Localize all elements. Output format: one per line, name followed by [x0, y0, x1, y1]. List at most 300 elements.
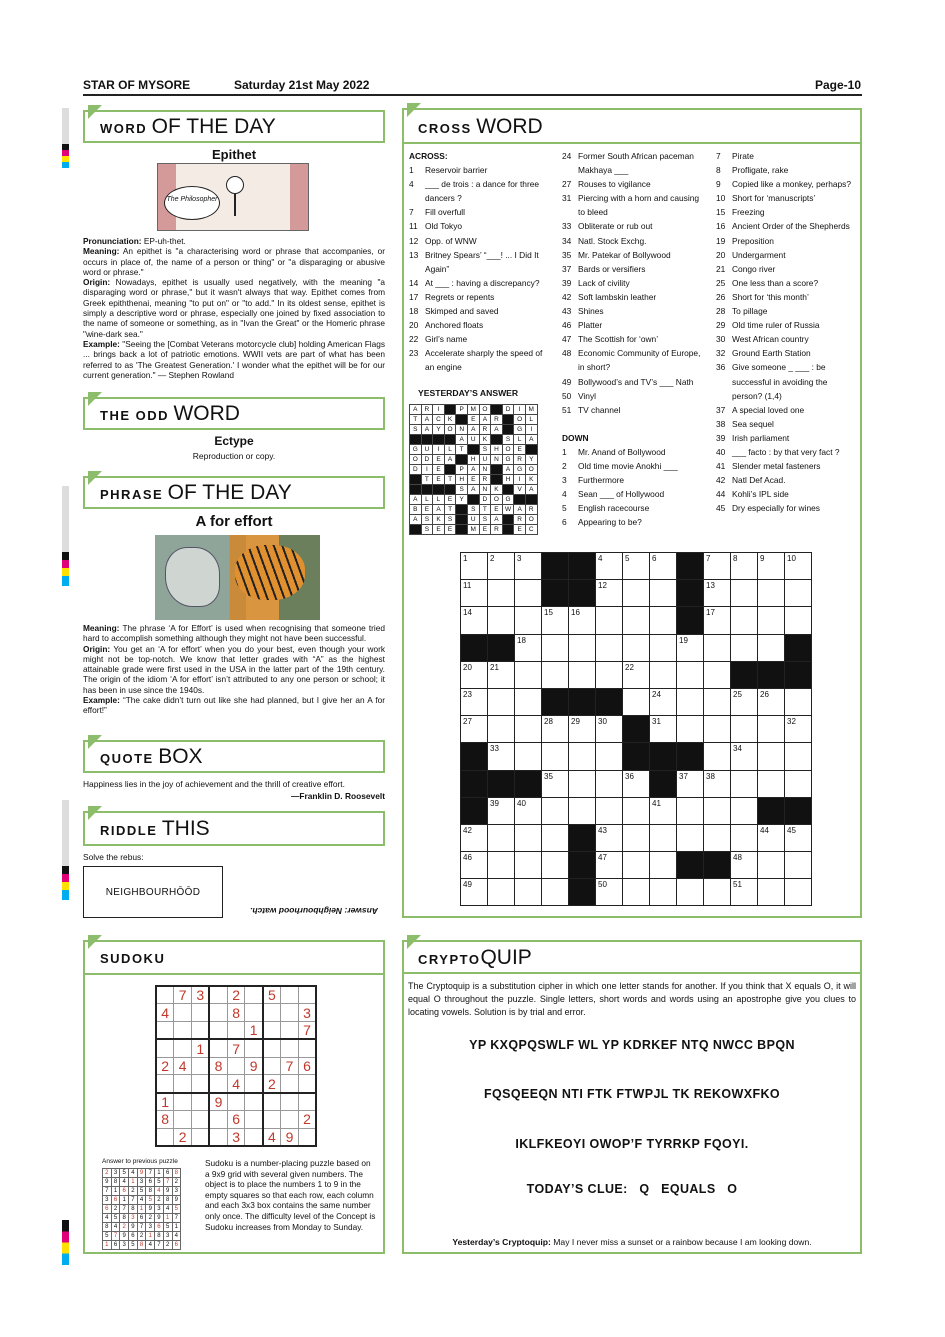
crossword-cell[interactable]	[596, 879, 623, 906]
answer-row	[103, 1223, 181, 1232]
clue-number: 51	[733, 880, 742, 890]
clue-number: 28	[544, 717, 553, 727]
crossword-cell[interactable]	[785, 824, 812, 851]
crossword-cell[interactable]	[542, 879, 569, 906]
crossword-cell[interactable]	[461, 553, 488, 580]
black-cell	[650, 743, 677, 770]
clue-number: 4	[409, 179, 414, 190]
crossword-cell[interactable]	[515, 824, 542, 851]
crossword-cell[interactable]	[596, 743, 623, 770]
crossword-cell[interactable]	[731, 688, 758, 715]
answer-cell: 6	[137, 1214, 146, 1223]
sudoku-cell[interactable]	[174, 1111, 192, 1129]
crossword-cell[interactable]	[623, 661, 650, 688]
sudoku-cell[interactable]: 2	[156, 1057, 174, 1075]
crossword-cell[interactable]	[488, 879, 515, 906]
crossword-cell[interactable]	[677, 824, 704, 851]
crossword-cell[interactable]	[785, 743, 812, 770]
crossword-cell[interactable]	[677, 661, 704, 688]
crossword-cell[interactable]	[515, 688, 542, 715]
crossword-cell[interactable]	[704, 824, 731, 851]
crossword-cell[interactable]	[704, 553, 731, 580]
black-cell	[410, 525, 422, 535]
answer-cell: H	[456, 475, 468, 485]
answer-row	[410, 415, 538, 425]
sudoku-cell[interactable]: 2	[174, 1128, 192, 1146]
crossword-cell[interactable]	[650, 879, 677, 906]
sudoku-cell[interactable]	[298, 1075, 316, 1093]
clue-number: 26	[760, 689, 769, 699]
answer-cell: 3	[163, 1232, 172, 1241]
clue-number: 44	[760, 825, 769, 835]
sudoku-cell[interactable]	[209, 1111, 227, 1129]
crossword-cell[interactable]	[596, 824, 623, 851]
black-cell	[569, 879, 596, 906]
crossword-cell[interactable]	[623, 580, 650, 607]
crossword-cell[interactable]	[569, 716, 596, 743]
sudoku-cell[interactable]	[192, 1093, 210, 1111]
answer-cell: C	[525, 525, 537, 535]
clue-text: Kohli’s IPL side	[732, 489, 789, 500]
sudoku-cell[interactable]	[192, 1128, 210, 1146]
crossword-cell[interactable]	[542, 661, 569, 688]
crossword-cell[interactable]	[650, 661, 677, 688]
crossword-cell[interactable]	[731, 797, 758, 824]
sudoku-cell[interactable]	[281, 1093, 299, 1111]
sudoku-cell[interactable]: 4	[174, 1057, 192, 1075]
sudoku-cell[interactable]	[263, 1111, 281, 1129]
clue-number: 29	[716, 320, 726, 331]
sudoku-cell[interactable]	[281, 1004, 299, 1022]
sudoku-grid[interactable]	[155, 985, 317, 1147]
answer-cell: 4	[111, 1223, 120, 1232]
sudoku-cell[interactable]	[192, 1111, 210, 1129]
black-cell	[502, 525, 514, 535]
sudoku-cell[interactable]	[263, 1057, 281, 1075]
sudoku-cell[interactable]	[209, 1004, 227, 1022]
sudoku-cell[interactable]: 3	[227, 1128, 245, 1146]
sudoku-cell[interactable]	[192, 1075, 210, 1093]
crossword-cell[interactable]	[569, 797, 596, 824]
crossword-cell[interactable]	[731, 879, 758, 906]
crossword-cell[interactable]	[488, 824, 515, 851]
clue-number: 31	[652, 717, 661, 727]
crossword-cell[interactable]	[542, 797, 569, 824]
sudoku-row	[156, 1004, 316, 1022]
sudoku-cell[interactable]	[298, 986, 316, 1004]
crossword-cell[interactable]	[488, 553, 515, 580]
clue-item	[409, 163, 551, 177]
crossword-cell[interactable]	[677, 770, 704, 797]
sudoku-cell[interactable]	[209, 1022, 227, 1040]
clue-number: 22	[409, 334, 419, 345]
crossword-cell[interactable]	[623, 688, 650, 715]
sudoku-cell[interactable]	[298, 1039, 316, 1057]
crossword-cell[interactable]	[542, 607, 569, 634]
crossword-cell[interactable]	[623, 824, 650, 851]
sudoku-cell[interactable]	[263, 1022, 281, 1040]
crossword-cell[interactable]	[650, 716, 677, 743]
answer-cell: D	[502, 405, 514, 415]
sudoku-cell[interactable]: 9	[281, 1128, 299, 1146]
answer-row	[103, 1169, 181, 1178]
crossword-cell[interactable]	[461, 824, 488, 851]
clue-number: 46	[562, 320, 572, 331]
crossword-cell[interactable]	[515, 743, 542, 770]
crossword-cell[interactable]	[461, 879, 488, 906]
crossword-cell[interactable]	[758, 743, 785, 770]
phrase-of-day-title: PHRASE OF THE DAY	[100, 481, 292, 504]
crossword-cell[interactable]	[758, 770, 785, 797]
sudoku-cell[interactable]: 8	[209, 1057, 227, 1075]
crossword-cell[interactable]	[542, 824, 569, 851]
sudoku-cell[interactable]	[298, 1093, 316, 1111]
sudoku-cell[interactable]: 4	[263, 1128, 281, 1146]
clue-number: 4	[562, 489, 567, 500]
crossword-cell[interactable]	[677, 879, 704, 906]
crossword-cell[interactable]	[569, 661, 596, 688]
crossword-cell[interactable]	[623, 607, 650, 634]
sudoku-cell[interactable]: 7	[281, 1057, 299, 1075]
sudoku-cell[interactable]: 3	[192, 986, 210, 1004]
clue-text: Regrets or repents	[425, 291, 495, 302]
crossword-cell[interactable]	[650, 824, 677, 851]
sudoku-cell[interactable]	[174, 1004, 192, 1022]
crossword-cell[interactable]	[461, 607, 488, 634]
sudoku-cell[interactable]	[227, 1093, 245, 1111]
crossword-cell[interactable]	[488, 797, 515, 824]
crossword-cell[interactable]	[461, 580, 488, 607]
crossword-cell[interactable]	[785, 879, 812, 906]
crossword-cell[interactable]	[758, 580, 785, 607]
crossword-cell[interactable]	[488, 743, 515, 770]
sudoku-cell[interactable]	[174, 1039, 192, 1057]
sudoku-cell[interactable]	[156, 1075, 174, 1093]
sudoku-cell[interactable]: 6	[298, 1057, 316, 1075]
sudoku-cell[interactable]	[192, 1022, 210, 1040]
crossword-row	[461, 770, 812, 797]
masthead: STAR OF MYSORE	[83, 78, 191, 92]
sudoku-cell[interactable]: 7	[227, 1039, 245, 1057]
answer-cell: S	[479, 515, 491, 525]
clue-number: 14	[409, 277, 419, 288]
crossword-cell[interactable]	[758, 634, 785, 661]
clue-item	[409, 219, 551, 233]
crossword-cell[interactable]	[461, 716, 488, 743]
crossword-cell[interactable]	[650, 852, 677, 879]
sudoku-cell[interactable]	[156, 986, 174, 1004]
sudoku-cell[interactable]	[281, 1075, 299, 1093]
crossword-cell[interactable]	[785, 607, 812, 634]
clue-text: Economic Community of Europe, in short?	[578, 348, 701, 373]
crossword-cell[interactable]	[704, 879, 731, 906]
sudoku-cell[interactable]: 2	[298, 1111, 316, 1129]
crossword-cell[interactable]	[731, 716, 758, 743]
clue-text: Old time ruler of Russia	[732, 320, 820, 331]
crossword-cell[interactable]	[596, 634, 623, 661]
crossword-cell[interactable]	[785, 580, 812, 607]
crossword-cell[interactable]	[650, 688, 677, 715]
crossword-cell[interactable]	[542, 852, 569, 879]
black-cell	[677, 607, 704, 634]
crossword-cell[interactable]	[542, 716, 569, 743]
crossword-cell[interactable]	[785, 553, 812, 580]
crossword-cell[interactable]	[488, 716, 515, 743]
answer-cell: G	[502, 495, 514, 505]
crossword-cell[interactable]	[596, 580, 623, 607]
clue-item	[409, 234, 551, 248]
sudoku-cell[interactable]: 6	[227, 1111, 245, 1129]
sudoku-cell[interactable]: 8	[227, 1004, 245, 1022]
crossword-cell[interactable]	[758, 879, 785, 906]
crossword-cell[interactable]	[704, 770, 731, 797]
sudoku-cell[interactable]	[209, 1039, 227, 1057]
crossword-cell[interactable]	[704, 661, 731, 688]
crossword-cell[interactable]	[515, 661, 542, 688]
clue-text: Appearing to be?	[578, 517, 642, 528]
crossword-cell[interactable]	[650, 580, 677, 607]
crossword-cell[interactable]	[758, 607, 785, 634]
crossword-cell[interactable]	[677, 797, 704, 824]
crossword-cell[interactable]	[731, 553, 758, 580]
crossword-cell[interactable]	[731, 607, 758, 634]
sudoku-cell[interactable]	[245, 1039, 263, 1057]
crossword-cell[interactable]	[488, 688, 515, 715]
sudoku-cell[interactable]	[245, 1093, 263, 1111]
clue-item	[409, 205, 551, 219]
clue-text: Furthermore	[578, 475, 625, 486]
clue-number: 37	[679, 771, 688, 781]
answer-cell: D	[421, 455, 433, 465]
crossword-cell[interactable]	[731, 824, 758, 851]
sudoku-cell[interactable]	[281, 1111, 299, 1129]
sudoku-cell[interactable]: 2	[227, 986, 245, 1004]
sudoku-cell[interactable]: 4	[156, 1004, 174, 1022]
sudoku-cell[interactable]	[174, 1093, 192, 1111]
crossword-cell[interactable]	[785, 852, 812, 879]
crossword-cell[interactable]	[758, 716, 785, 743]
sudoku-cell[interactable]	[156, 1039, 174, 1057]
sudoku-cell[interactable]: 7	[174, 986, 192, 1004]
clue-item	[716, 346, 860, 360]
crossword-cell[interactable]	[461, 688, 488, 715]
sudoku-cell[interactable]	[209, 986, 227, 1004]
crossword-cell[interactable]	[596, 770, 623, 797]
crossword-cell[interactable]	[515, 716, 542, 743]
crossword-cell[interactable]	[569, 770, 596, 797]
crossword-cell[interactable]	[785, 716, 812, 743]
crossword-cell[interactable]	[758, 824, 785, 851]
crossword-cell[interactable]	[515, 607, 542, 634]
crossword-cell[interactable]	[488, 852, 515, 879]
answer-cell: N	[456, 425, 468, 435]
clue-item	[562, 262, 707, 276]
answer-cell: E	[444, 495, 456, 505]
crossword-cell[interactable]	[623, 852, 650, 879]
clue-item	[716, 332, 860, 346]
answer-cell: S	[444, 515, 456, 525]
crossword-cell[interactable]	[596, 852, 623, 879]
answer-cell: E	[491, 505, 503, 515]
riddle-answer: Answer: Neighbourhood watch.	[250, 906, 378, 916]
crossword-cell[interactable]	[569, 743, 596, 770]
crossword-cell[interactable]	[596, 661, 623, 688]
clue-item	[716, 163, 860, 177]
crossword-cell[interactable]	[515, 797, 542, 824]
crossword-cell[interactable]	[623, 797, 650, 824]
sudoku-cell[interactable]: 9	[245, 1057, 263, 1075]
crossword-cell[interactable]	[785, 688, 812, 715]
answer-cell: V	[514, 485, 526, 495]
answer-row	[410, 485, 538, 495]
clue-text: ___ facto : by that very fact ?	[732, 446, 840, 457]
sudoku-cell[interactable]	[227, 1022, 245, 1040]
word-of-day-word: Epithet	[211, 147, 257, 162]
clue-number: 15	[716, 207, 726, 218]
sudoku-cell[interactable]	[227, 1057, 245, 1075]
clue-text: Bollywood’s and TV’s ___ Nath	[578, 376, 694, 387]
crossword-cell[interactable]	[704, 743, 731, 770]
sudoku-cell[interactable]	[209, 1128, 227, 1146]
crossword-cell[interactable]	[704, 634, 731, 661]
crossword-cell[interactable]	[461, 661, 488, 688]
crossword-cell[interactable]	[515, 580, 542, 607]
crossword-cell[interactable]	[596, 553, 623, 580]
answer-cell: H	[491, 445, 503, 455]
sudoku-cell[interactable]: 1	[156, 1093, 174, 1111]
sudoku-cell[interactable]: 9	[209, 1093, 227, 1111]
sudoku-cell[interactable]	[174, 1022, 192, 1040]
sudoku-cell[interactable]	[174, 1075, 192, 1093]
crossword-cell[interactable]	[677, 634, 704, 661]
sudoku-cell[interactable]: 5	[263, 986, 281, 1004]
crossword-cell[interactable]	[515, 553, 542, 580]
cipher-line-1: YP KXQPQSWLF WL YP KDRKEF NTQ NWCC BPQN	[469, 1038, 795, 1052]
crossword-cell[interactable]	[704, 580, 731, 607]
crossword-cell[interactable]	[731, 743, 758, 770]
black-cell	[444, 465, 456, 475]
sudoku-cell[interactable]	[209, 1075, 227, 1093]
sudoku-cell[interactable]	[281, 986, 299, 1004]
crossword-cell[interactable]	[596, 716, 623, 743]
sudoku-row	[156, 1022, 316, 1040]
answer-cell: A	[467, 485, 479, 495]
sudoku-cell[interactable]	[245, 1075, 263, 1093]
crossword-cell[interactable]	[623, 879, 650, 906]
sudoku-cell[interactable]	[245, 1111, 263, 1129]
crossword-cell[interactable]	[704, 716, 731, 743]
crossword-cell[interactable]	[785, 770, 812, 797]
sudoku-cell[interactable]	[281, 1022, 299, 1040]
crossword-cell[interactable]	[758, 688, 785, 715]
crossword-cell[interactable]	[704, 607, 731, 634]
sudoku-cell[interactable]	[156, 1022, 174, 1040]
sudoku-cell[interactable]	[192, 1057, 210, 1075]
sudoku-cell[interactable]: 1	[192, 1039, 210, 1057]
sudoku-cell[interactable]: 3	[298, 1004, 316, 1022]
sudoku-cell[interactable]	[192, 1004, 210, 1022]
answer-cell: 4	[103, 1214, 112, 1223]
crossword-cell[interactable]	[758, 852, 785, 879]
crossword-cell[interactable]	[731, 770, 758, 797]
answer-cell: K	[433, 515, 445, 525]
crossword-cell[interactable]	[515, 852, 542, 879]
clue-number: 25	[716, 277, 726, 288]
crossword-cell[interactable]	[542, 634, 569, 661]
clue-number: 33	[562, 221, 572, 232]
answer-cell: 1	[172, 1223, 181, 1232]
crossword-cell[interactable]	[461, 852, 488, 879]
sudoku-cell[interactable]	[245, 986, 263, 1004]
black-cell	[444, 405, 456, 415]
crossword-cell[interactable]	[542, 743, 569, 770]
clue-text: Dry especially for wines	[732, 503, 820, 514]
crossword-cell[interactable]	[731, 634, 758, 661]
sudoku-cell[interactable]	[281, 1039, 299, 1057]
sudoku-cell[interactable]: 4	[227, 1075, 245, 1093]
crossword-cell[interactable]	[731, 852, 758, 879]
black-cell	[491, 405, 503, 415]
answer-cell: S	[421, 515, 433, 525]
crossword-cell[interactable]	[623, 553, 650, 580]
sudoku-cell[interactable]: 8	[156, 1111, 174, 1129]
sudoku-cell[interactable]	[298, 1128, 316, 1146]
crossword-cell[interactable]	[488, 580, 515, 607]
crossword-cell[interactable]	[596, 607, 623, 634]
crossword-cell[interactable]	[731, 580, 758, 607]
crossword-cell[interactable]	[488, 661, 515, 688]
crossword-cell[interactable]	[542, 770, 569, 797]
crossword-row	[461, 580, 812, 607]
answer-cell: G	[514, 425, 526, 435]
crossword-cell[interactable]	[650, 607, 677, 634]
black-cell	[569, 852, 596, 879]
answer-cell: R	[491, 525, 503, 535]
crossword-cell[interactable]	[569, 607, 596, 634]
crossword-cell[interactable]	[677, 716, 704, 743]
crossword-cell[interactable]	[677, 688, 704, 715]
crossword-cell[interactable]	[623, 634, 650, 661]
crossword-cell[interactable]	[515, 879, 542, 906]
crossword-cell[interactable]	[650, 797, 677, 824]
clue-number: 34	[562, 235, 572, 246]
clue-number: 24	[652, 689, 661, 699]
crossword-cell[interactable]	[596, 797, 623, 824]
crossword-cell[interactable]	[515, 634, 542, 661]
sudoku-cell[interactable]	[245, 1004, 263, 1022]
crossword-cell[interactable]	[650, 553, 677, 580]
sudoku-cell[interactable]: 2	[263, 1075, 281, 1093]
sudoku-cell[interactable]	[245, 1128, 263, 1146]
crossword-cell[interactable]	[650, 634, 677, 661]
sudoku-cell[interactable]: 7	[298, 1022, 316, 1040]
answer-cell: 2	[146, 1214, 155, 1223]
sudoku-cell[interactable]	[263, 1039, 281, 1057]
crossword-cell[interactable]	[704, 797, 731, 824]
sudoku-cell[interactable]	[156, 1128, 174, 1146]
crossword-cell[interactable]	[569, 634, 596, 661]
sudoku-cell[interactable]	[263, 1004, 281, 1022]
sudoku-cell[interactable]: 1	[245, 1022, 263, 1040]
clue-text: Ancient Order of the Shepherds	[732, 221, 850, 232]
sudoku-cell[interactable]	[263, 1093, 281, 1111]
crossword-cell[interactable]	[704, 688, 731, 715]
crossword-cell[interactable]	[488, 607, 515, 634]
crossword-cell[interactable]	[758, 553, 785, 580]
crossword-grid[interactable]	[460, 552, 812, 906]
answer-cell: 6	[120, 1187, 129, 1196]
crossword-cell[interactable]	[623, 770, 650, 797]
